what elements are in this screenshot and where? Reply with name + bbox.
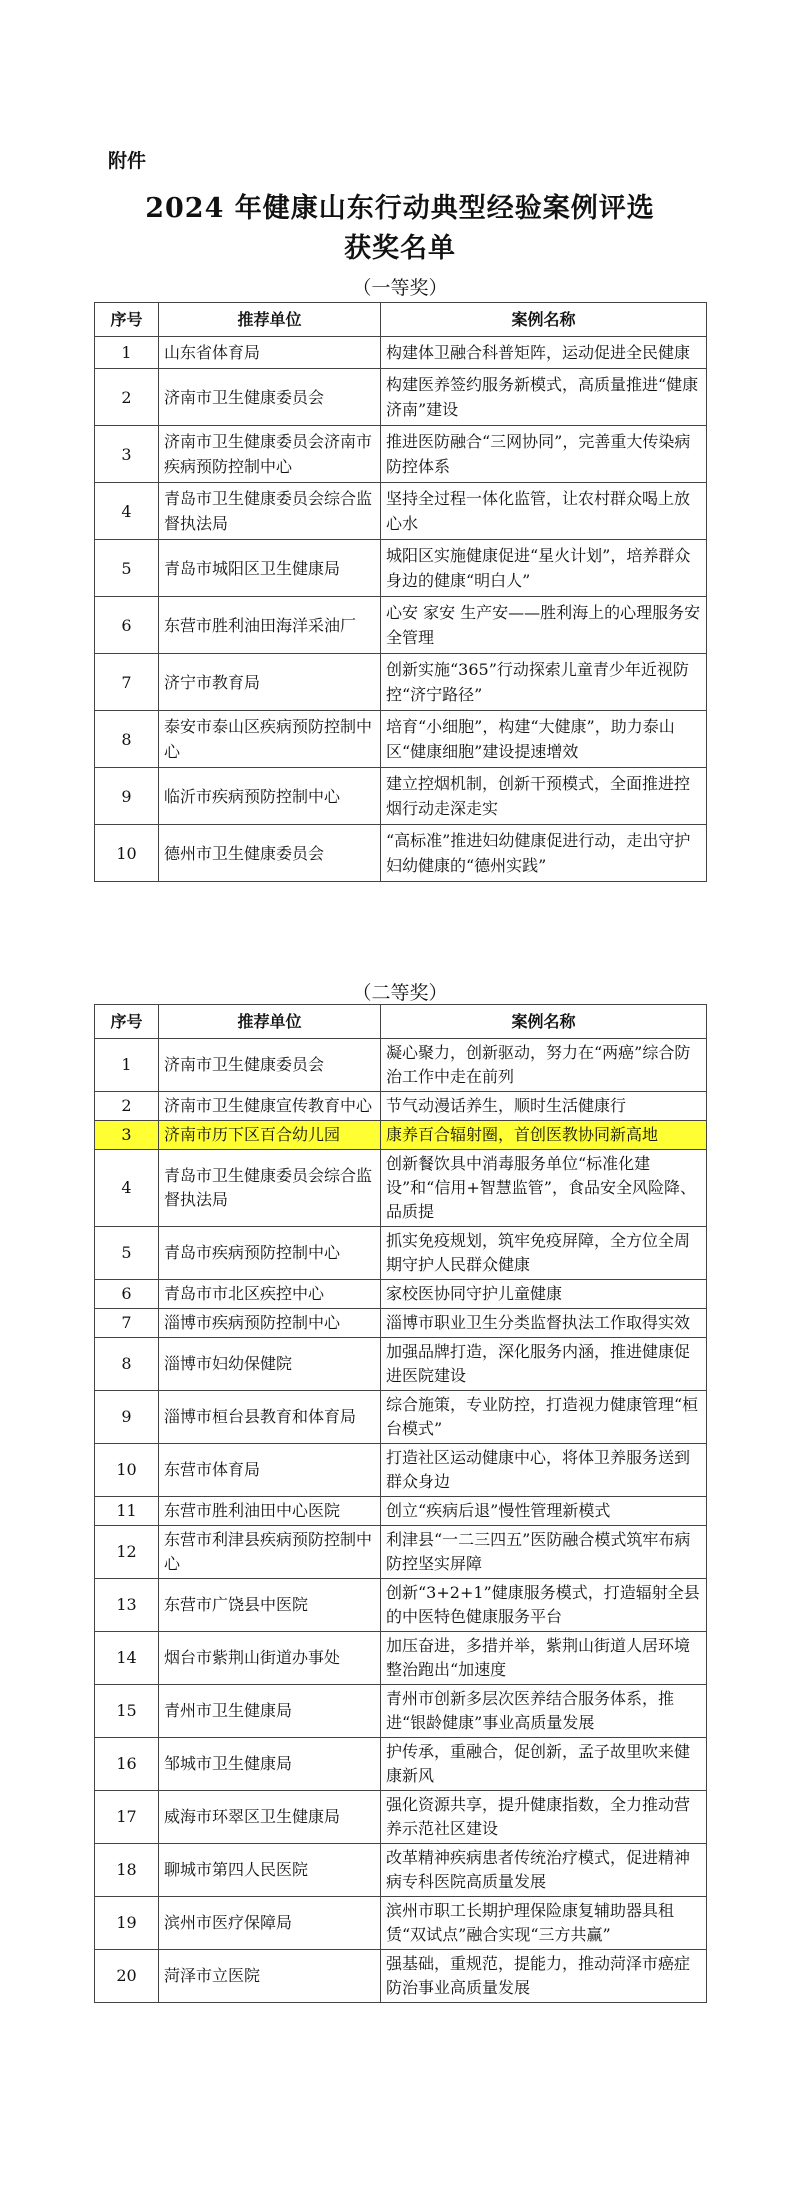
table-row (95, 1497, 707, 1526)
table-row (95, 483, 707, 540)
row-case-name: 创新“3+2+1”健康服务模式，打造辐射全县的中医特色健康服务平台 (381, 1579, 707, 1632)
row-case-name: 创立“疾病后退”慢性管理新模式 (381, 1497, 707, 1526)
header-case: 案例名称 (381, 303, 707, 337)
row-number: 17 (95, 1791, 159, 1844)
table-row (95, 1227, 707, 1280)
row-number: 11 (95, 1497, 159, 1526)
table-row (95, 426, 707, 483)
row-case-name: 护传承，重融合，促创新，孟子故里吹来健康新风 (381, 1738, 707, 1791)
row-unit: 东营市广饶县中医院 (159, 1579, 381, 1632)
row-unit: 济南市卫生健康委员会济南市疾病预防控制中心 (159, 426, 381, 483)
table-row (95, 1338, 707, 1391)
second-prize-rows (95, 1039, 707, 2003)
table-row (95, 1632, 707, 1685)
row-case-name: 家校医协同守护儿童健康 (381, 1280, 707, 1309)
row-case-name: 打造社区运动健康中心，将体卫养服务送到群众身边 (381, 1444, 707, 1497)
row-case-name: 青州市创新多层次医养结合服务体系，推进“银龄健康”事业高质量发展 (381, 1685, 707, 1738)
table-row (95, 540, 707, 597)
table-row (95, 1950, 707, 2003)
row-unit: 青岛市市北区疾控中心 (159, 1280, 381, 1309)
table-row (95, 1150, 707, 1227)
row-unit: 菏泽市立医院 (159, 1950, 381, 2003)
row-unit: 济南市历下区百合幼儿园 (159, 1121, 381, 1150)
row-number: 15 (95, 1685, 159, 1738)
row-unit: 东营市胜利油田海洋采油厂 (159, 597, 381, 654)
row-unit: 东营市利津县疾病预防控制中心 (159, 1526, 381, 1579)
row-number: 13 (95, 1579, 159, 1632)
row-unit: 青岛市城阳区卫生健康局 (159, 540, 381, 597)
header-case: 案例名称 (381, 1005, 707, 1039)
row-case-name: 凝心聚力，创新驱动，努力在“两癌”综合防治工作中走在前列 (381, 1039, 707, 1092)
row-number: 18 (95, 1844, 159, 1897)
row-case-name: 培育“小细胞”，构建“大健康”，助力泰山区“健康细胞”建设提速增效 (381, 711, 707, 768)
table-row (95, 711, 707, 768)
document-title: 2024 年健康山东行动典型经验案例评选 (145, 193, 655, 224)
row-number: 7 (95, 654, 159, 711)
table-row (95, 1444, 707, 1497)
row-number: 1 (95, 337, 159, 369)
row-case-name: 构建医养签约服务新模式，高质量推进“健康济南”建设 (381, 369, 707, 426)
second-prize-table (94, 1004, 707, 2003)
row-unit: 威海市环翠区卫生健康局 (159, 1791, 381, 1844)
row-unit: 淄博市疾病预防控制中心 (159, 1309, 381, 1338)
table-row (95, 768, 707, 825)
row-case-name: 加压奋进，多措并举，紫荆山街道人居环境整治跑出“加速度 (381, 1632, 707, 1685)
row-number: 19 (95, 1897, 159, 1950)
row-number: 1 (95, 1039, 159, 1092)
table-row (95, 1844, 707, 1897)
row-unit: 滨州市医疗保障局 (159, 1897, 381, 1950)
row-case-name: 抓实免疫规划，筑牢免疫屏障，全方位全周期守护人民群众健康 (381, 1227, 707, 1280)
header-unit: 推荐单位 (159, 303, 381, 337)
row-unit: 济宁市教育局 (159, 654, 381, 711)
row-number: 14 (95, 1632, 159, 1685)
table-row (95, 1685, 707, 1738)
table-row (95, 337, 707, 369)
table-header-row (95, 303, 707, 337)
table-row-highlighted (95, 1121, 707, 1150)
row-unit: 青岛市卫生健康委员会综合监督执法局 (159, 483, 381, 540)
first-prize-table (94, 302, 707, 882)
row-unit: 济南市卫生健康宣传教育中心 (159, 1092, 381, 1121)
table-row (95, 1526, 707, 1579)
row-unit: 泰安市泰山区疾病预防控制中心 (159, 711, 381, 768)
row-number: 12 (95, 1526, 159, 1579)
table-header-row (95, 1005, 707, 1039)
row-number: 20 (95, 1950, 159, 2003)
row-unit: 邹城市卫生健康局 (159, 1738, 381, 1791)
row-number: 9 (95, 768, 159, 825)
row-unit: 济南市卫生健康委员会 (159, 1039, 381, 1092)
row-case-name: 坚持全过程一体化监管，让农村群众喝上放心水 (381, 483, 707, 540)
row-number: 2 (95, 1092, 159, 1121)
table-row (95, 1791, 707, 1844)
row-case-name: 城阳区实施健康促进“星火计划”，培养群众身边的健康“明白人” (381, 540, 707, 597)
row-unit: 青州市卫生健康局 (159, 1685, 381, 1738)
row-number: 4 (95, 1150, 159, 1227)
row-unit: 烟台市紫荆山街道办事处 (159, 1632, 381, 1685)
row-number: 16 (95, 1738, 159, 1791)
row-case-name: 节气动漫话养生，顺时生活健康行 (381, 1092, 707, 1121)
table-row (95, 1738, 707, 1791)
header-no: 序号 (95, 1005, 159, 1039)
table-row (95, 1391, 707, 1444)
row-unit: 东营市胜利油田中心医院 (159, 1497, 381, 1526)
row-unit: 淄博市桓台县教育和体育局 (159, 1391, 381, 1444)
row-number: 8 (95, 1338, 159, 1391)
row-number: 3 (95, 1121, 159, 1150)
row-case-name: 心安 家安 生产安——胜利海上的心理服务安全管理 (381, 597, 707, 654)
row-number: 4 (95, 483, 159, 540)
row-case-name: 创新餐饮具中消毒服务单位“标准化建设”和“信用+智慧监管”，食品安全风险降、品质提 (381, 1150, 707, 1227)
row-number: 3 (95, 426, 159, 483)
second-prize-label: （二等奖） (352, 982, 448, 1004)
table-row (95, 597, 707, 654)
table-row (95, 1897, 707, 1950)
row-unit: 东营市体育局 (159, 1444, 381, 1497)
row-unit: 青岛市疾病预防控制中心 (159, 1227, 381, 1280)
table-row (95, 369, 707, 426)
document-subtitle: 获奖名单 (344, 233, 456, 264)
row-case-name: 综合施策，专业防控，打造视力健康管理“桓台模式” (381, 1391, 707, 1444)
row-unit: 青岛市卫生健康委员会综合监督执法局 (159, 1150, 381, 1227)
table-row (95, 1579, 707, 1632)
row-unit: 济南市卫生健康委员会 (159, 369, 381, 426)
row-unit: 德州市卫生健康委员会 (159, 825, 381, 882)
row-case-name: 淄博市职业卫生分类监督执法工作取得实效 (381, 1309, 707, 1338)
row-number: 6 (95, 1280, 159, 1309)
row-case-name: 利津县“一二三四五”医防融合模式筑牢布病防控坚实屏障 (381, 1526, 707, 1579)
row-number: 5 (95, 540, 159, 597)
row-case-name: “高标准”推进妇幼健康促进行动，走出守护妇幼健康的“德州实践” (381, 825, 707, 882)
row-case-name: 创新实施“365”行动探索儿童青少年近视防控“济宁路径” (381, 654, 707, 711)
row-number: 10 (95, 1444, 159, 1497)
row-number: 9 (95, 1391, 159, 1444)
row-case-name: 强基础，重规范，提能力，推动菏泽市癌症防治事业高质量发展 (381, 1950, 707, 2003)
attachment-label: 附件 (108, 150, 147, 172)
row-case-name: 康养百合辐射圈，首创医教协同新高地 (381, 1121, 707, 1150)
row-case-name: 改革精神疾病患者传统治疗模式，促进精神病专科医院高质量发展 (381, 1844, 707, 1897)
row-unit: 临沂市疾病预防控制中心 (159, 768, 381, 825)
row-number: 6 (95, 597, 159, 654)
table-row (95, 825, 707, 882)
header-unit: 推荐单位 (159, 1005, 381, 1039)
row-case-name: 加强品牌打造，深化服务内涵，推进健康促进医院建设 (381, 1338, 707, 1391)
row-unit: 山东省体育局 (159, 337, 381, 369)
row-number: 2 (95, 369, 159, 426)
row-number: 7 (95, 1309, 159, 1338)
row-unit: 淄博市妇幼保健院 (159, 1338, 381, 1391)
table-row (95, 1092, 707, 1121)
row-case-name: 强化资源共享，提升健康指数，全力推动营养示范社区建设 (381, 1791, 707, 1844)
row-case-name: 建立控烟机制，创新干预模式，全面推进控烟行动走深走实 (381, 768, 707, 825)
header-no: 序号 (95, 303, 159, 337)
first-prize-rows (95, 337, 707, 882)
row-number: 8 (95, 711, 159, 768)
first-prize-label: （一等奖） (352, 277, 448, 299)
table-row (95, 1039, 707, 1092)
row-case-name: 构建体卫融合科普矩阵，运动促进全民健康 (381, 337, 707, 369)
row-number: 5 (95, 1227, 159, 1280)
row-number: 10 (95, 825, 159, 882)
row-unit: 聊城市第四人民医院 (159, 1844, 381, 1897)
row-case-name: 推进医防融合“三网协同”，完善重大传染病防控体系 (381, 426, 707, 483)
table-row (95, 1309, 707, 1338)
row-case-name: 滨州市职工长期护理保险康复辅助器具租赁“双试点”融合实现“三方共赢” (381, 1897, 707, 1950)
table-row (95, 1280, 707, 1309)
table-row (95, 654, 707, 711)
